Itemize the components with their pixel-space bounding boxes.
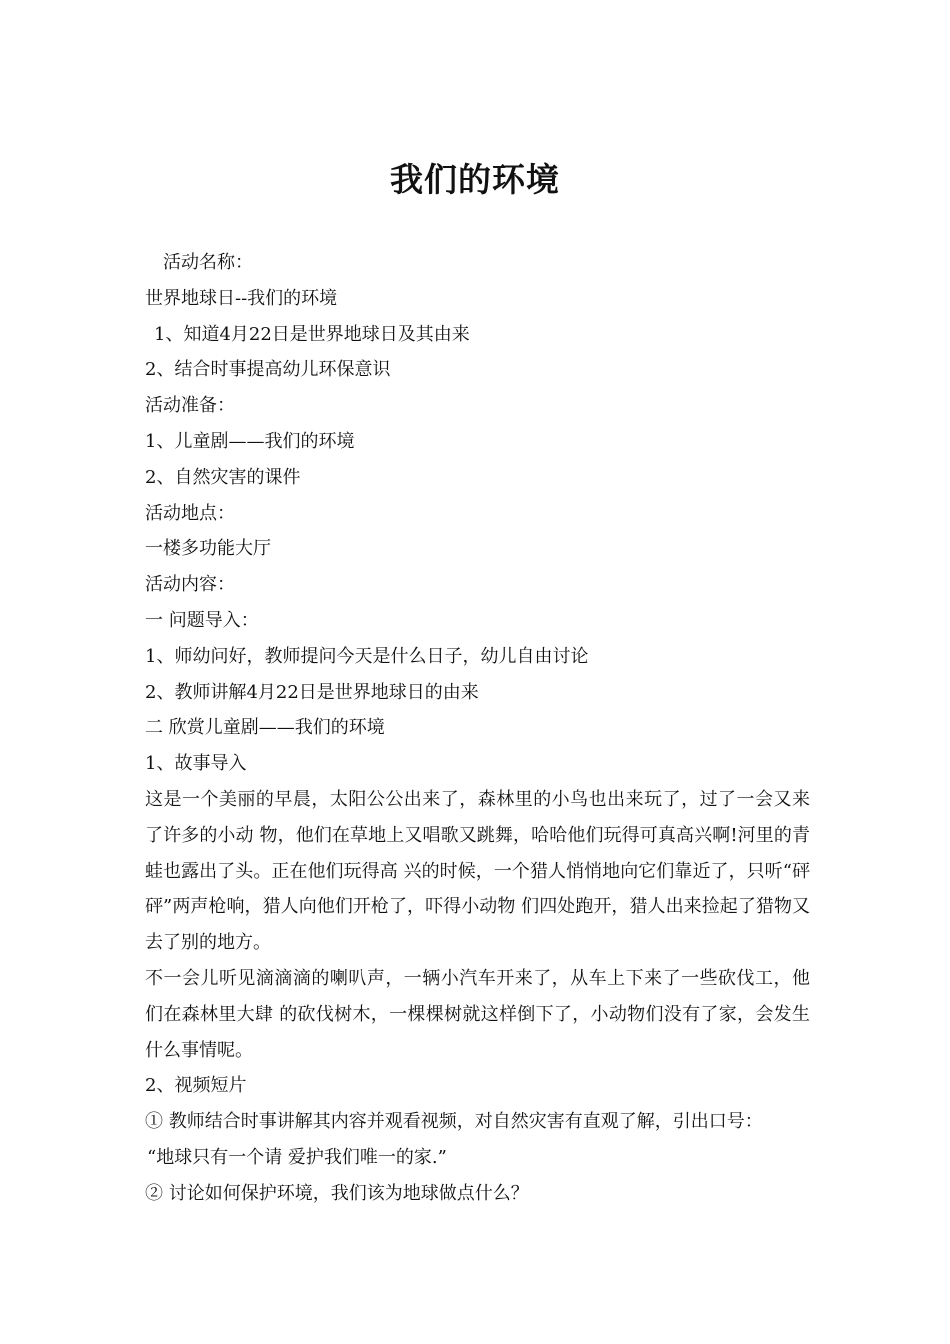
section-2-heading: 二 欣赏儿童剧——我们的环境 [145,717,385,739]
section-1-heading: 一 问题导入： [145,609,259,631]
story-paragraph-2: 不一会儿听见滴滴滴的喇叭声，一辆小汽车开来了，从车上下来了一些砍伐工，他们在森林里大肆 的砍伐树木，一棵棵树就这样倒下了，小动物们没有了家，会发生什么事情呢。 [145,967,810,1061]
section-1-item-1: 1、师幼问好，教师提问今天是什么日子，幼儿自由讨论 [145,645,589,667]
video-item-1-quote: “地球只有一个请 爱护我们唯一的家.” [147,1146,447,1168]
preparation-item-1: 1、儿童剧——我们的环境 [145,430,355,452]
activity-name-label: 活动名称： [163,252,253,273]
video-item-2: ② 讨论如何保护环境，我们该为地球做点什么？ [145,1182,529,1204]
story-paragraph-1: 这是一个美丽的早晨，太阳公公出来了，森林里的小鸟也出来玩了，过了一会又来了许多的小动 物，他们在草地上又唱歌又跳舞，哈哈他们玩得可真高兴啊!河里的青蛙也露出了头。正在他们玩得高 兴的时候，一个猎人悄悄地向它们靠近了，只听“砰 砰”两声枪响，猎人向他们开枪了，吓得小动物 们四处跑开，猎人出来捡起了猎物又去了别的地方。 [145,788,810,954]
goal-item-1: 1、知道4月22日是世界地球日及其由来 [154,323,470,345]
section-1-item-2: 2、教师讲解4月22日是世界地球日的由来 [145,681,479,703]
document-title: 我们的环境 [390,160,560,199]
story-heading: 1、故事导入 [145,753,247,775]
goal-item-2: 2、结合时事提高幼儿环保意识 [145,359,391,381]
video-item-1: ① 教师结合时事讲解其内容并观看视频，对自然灾害有直观了解，引出口号： [145,1111,763,1133]
document-body [145,245,810,1212]
activity-name-value: 世界地球日--我们的环境 [145,287,338,309]
video-heading: 2、视频短片 [145,1075,247,1097]
location-value: 一楼多功能大厅 [145,538,271,560]
preparation-label: 活动准备： [145,395,235,417]
content-label: 活动内容： [145,574,235,596]
preparation-item-2: 2、自然灾害的课件 [145,466,301,488]
location-label: 活动地点： [145,502,235,524]
